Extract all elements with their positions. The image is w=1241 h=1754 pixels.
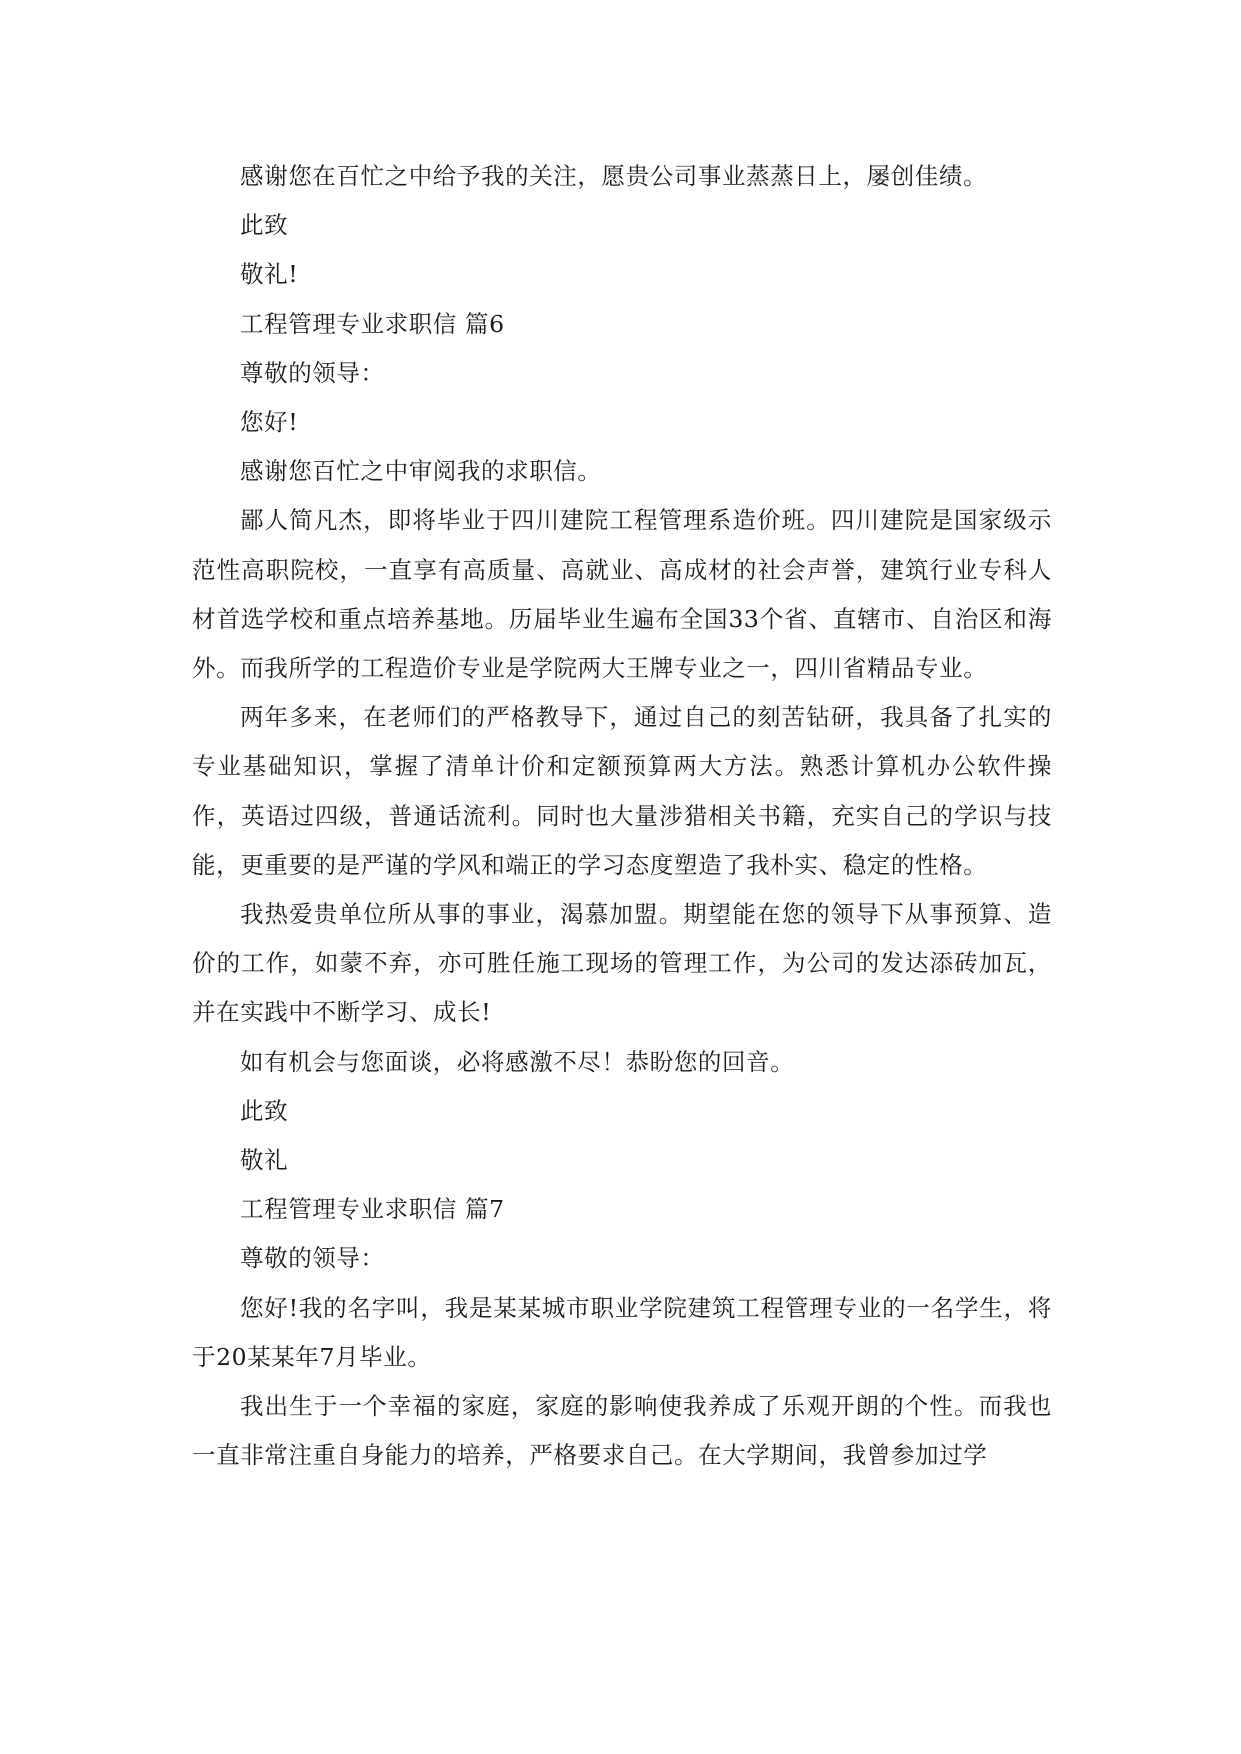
salutation-cizhi-2: 此致 (240, 1096, 289, 1125)
section-heading-6: 工程管理专业求职信 篇6 (240, 309, 505, 338)
salutation-jingli-2: 敬礼 (240, 1146, 289, 1175)
greeting-leader: 尊敬的领导： (240, 358, 385, 387)
section-heading-7: 工程管理专业求职信 篇7 (240, 1195, 505, 1224)
closing-thanks-paragraph: 感谢您在百忙之中给予我的关注，愿贵公司事业蒸蒸日上，屡创佳绩。 (240, 162, 988, 190)
greeting-leader-2: 尊敬的领导： (240, 1244, 385, 1273)
self-intro-paragraph: 您好!我的名字叫，我是某某城市职业学院建筑工程管理专业的一名学生，将于20某某年7月毕业。 (192, 1293, 1052, 1371)
skills-paragraph: 两年多来，在老师们的严格教导下，通过自己的刻苦钻研，我具备了扎实的专业基础知识，掌握了清单计价和定额预算两大方法。熟悉计算机办公软件操作，英语过四级，普通话流利。同时也大量涉猎相关书籍，充实自己的学识与技能，更重要的是严谨的学风和端正的学习态度塑造了我朴实、稳定的性格。 (192, 703, 1052, 879)
thanks-paragraph: 感谢您百忙之中审阅我的求职信。 (240, 457, 602, 486)
interview-paragraph: 如有机会与您面谈，必将感激不尽！恭盼您的回音。 (240, 1047, 795, 1076)
motivation-paragraph: 我热爱贵单位所从事的事业，渴慕加盟。期望能在您的领导下从事预算、造价的工作，如蒙不弃，亦可胜任施工现场的管理工作，为公司的发达添砖加瓦，并在实践中不断学习、成长! (192, 900, 1052, 1027)
salutation-jingli: 敬礼! (240, 260, 299, 289)
salutation-cizhi: 此致 (240, 211, 289, 240)
document-body (192, 152, 1052, 1480)
greeting-hello: 您好! (240, 408, 299, 437)
background-paragraph: 我出生于一个幸福的家庭，家庭的影响使我养成了乐观开朗的个性。而我也一直非常注重自身能力的培养，严格要求自己。在大学期间，我曾参加过学 (192, 1392, 1052, 1470)
intro-paragraph: 鄙人简凡杰，即将毕业于四川建院工程管理系造价班。四川建院是国家级示范性高职院校，一直享有高质量、高就业、高成材的社会声誉，建筑行业专科人材首选学校和重点培养基地。历届毕业生遍布全国33个省、直辖市、自治区和海外。而我所学的工程造价专业是学院两大王牌专业之一，四川省精品专业。 (192, 506, 1052, 683)
